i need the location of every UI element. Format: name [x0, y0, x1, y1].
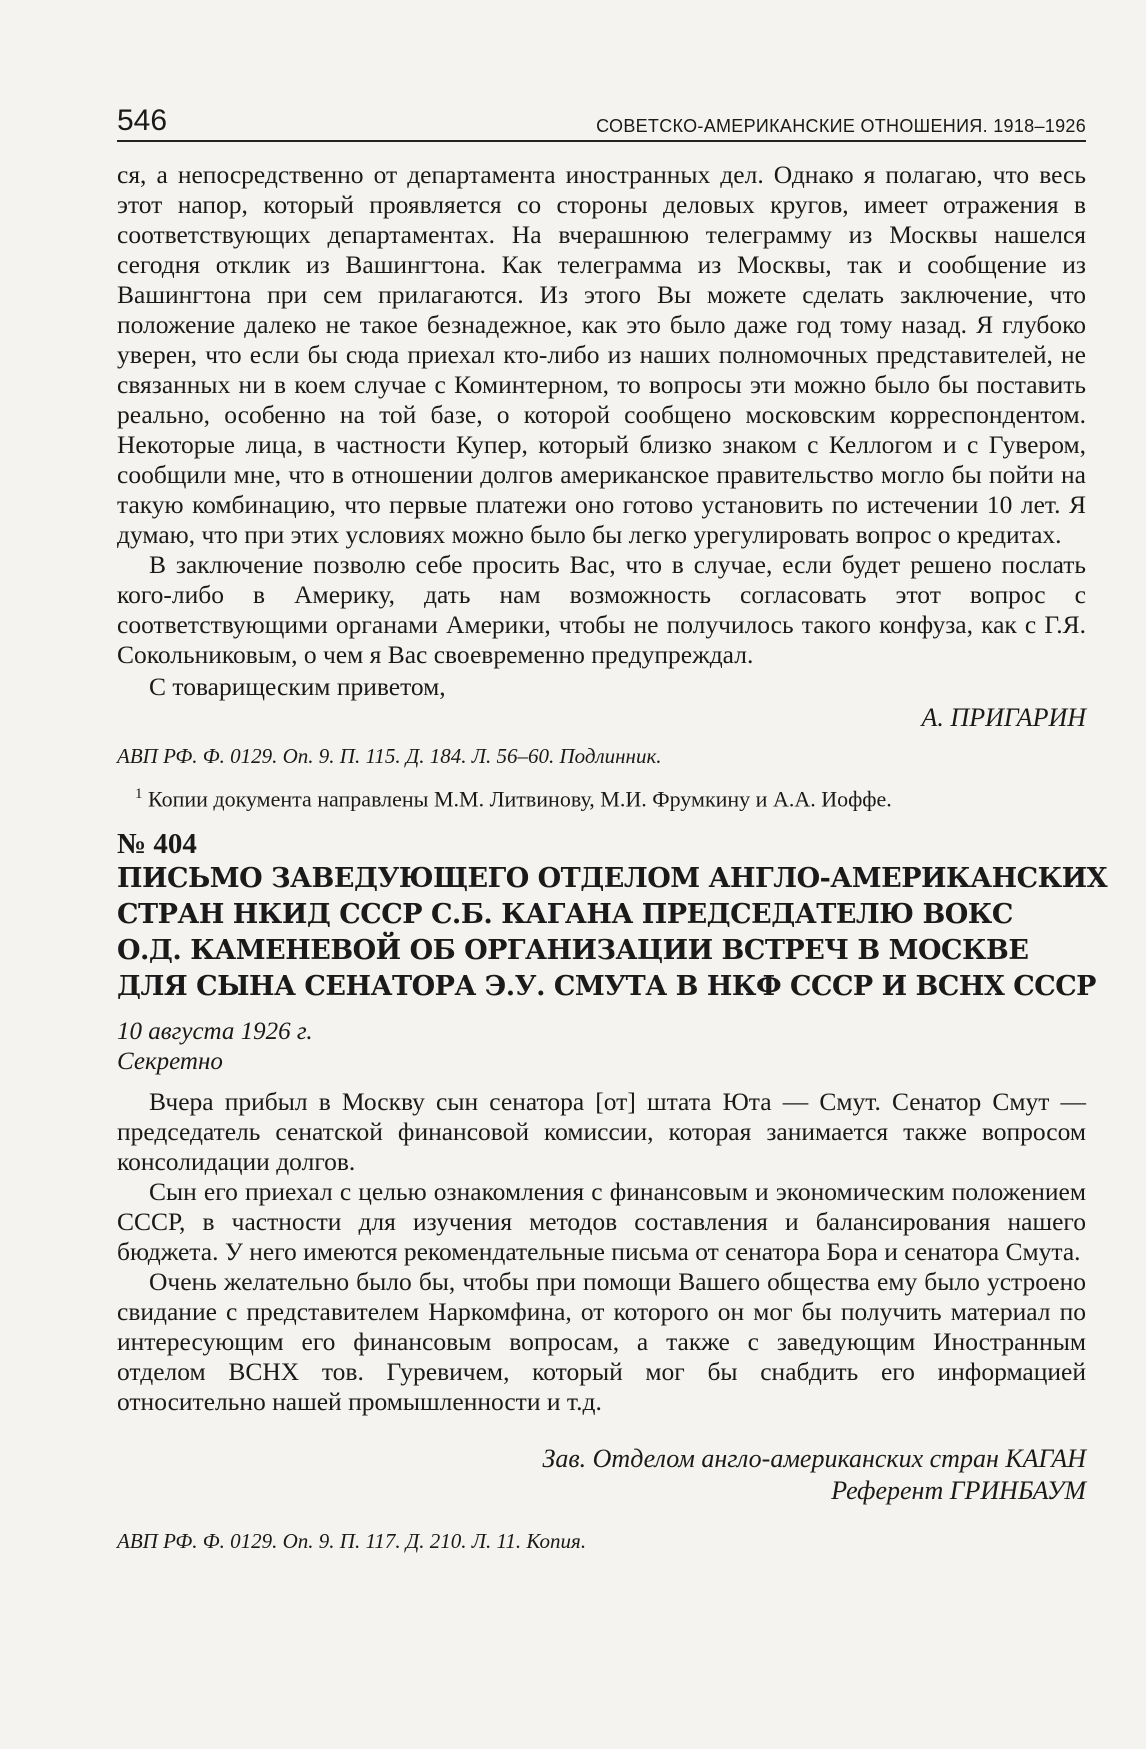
signature-referent: Референт ГРИНБАУМ — [831, 1476, 1086, 1506]
prev-doc-paragraph-2: В заключение позволю себе просить Вас, что в случае, если будет решено послать кого-либо в Америку, дать нам возможность согласовать этот вопрос с соответствующими органами Америки, чтобы не получилось такого конфуза, как с Г.Я. Сокольниковым, о чем я Вас своевременно предупреждал. — [117, 550, 1086, 669]
signature-head: Зав. Отделом англо-американских стран КАГАН — [542, 1444, 1086, 1474]
page-number: 546 — [117, 104, 168, 137]
document-number: № 404 — [117, 828, 197, 861]
document-title — [117, 861, 1108, 1005]
prev-doc-signature: А. ПРИГАРИН — [921, 703, 1086, 732]
footnote-text: Копии документа направлены М.М. Литвинову, М.И. Фрумкину и А.А. Иоффе. — [148, 786, 892, 812]
document-archive-reference: АВП РФ. Ф. 0129. Оп. 9. П. 117. Д. 210. Л. 11. Копия. — [117, 1529, 587, 1554]
document-date: 10 августа 1926 г. — [117, 1018, 313, 1046]
footnote-mark: 1 — [135, 786, 143, 802]
running-title: СОВЕТСКО-АМЕРИКАНСКИЕ ОТНОШЕНИЯ. 1918–1926 — [596, 116, 1086, 136]
prev-doc-paragraph-1: ся, а непосредственно от департамента иностранных дел. Однако я полагаю, что весь этот напор, который проявляется со стороны деловых кругов, имеет отражения в соответствующих департаментах. На вчерашнюю телеграмму из Москвы нашелся сегодня отклик из Вашингтона. Как телеграмма из Москвы, так и сообщение из Вашингтона при сем прилагаются. Из этого Вы можете сделать заключение, что положение далеко не такое безнадежное, как это было даже год тому назад. Я глубоко уверен, что если бы сюда приехал кто-либо из наших полномочных представителей, не связанных ни в коем случае с Коминтерном, то вопросы эти можно было бы поставить реально, особенно на той базе, о которой сообщено московским корреспондентом. Некоторые лица, в частности Купер, который близко знаком с Келлогом и с Гувером, сообщили мне, что в отношении долгов американское правительство могло бы пойти на такую комбинацию, что первые платежи оно готово установить по истечении 10 лет. Я думаю, что при этих условиях можно было бы легко урегулировать вопрос о кредитах. — [117, 160, 1086, 549]
running-header — [117, 98, 1086, 142]
document-body — [117, 1087, 1086, 1417]
document-signatures — [117, 1443, 1086, 1507]
document-paragraph-1: Вчера прибыл в Москву сын сенатора [от] штата Юта — Смут. Сенатор Смут — председатель сенатской финансовой комиссии, которая занимается также вопросом консолидации долгов. — [117, 1087, 1086, 1177]
closing-line: С товарищеским приветом, — [149, 672, 446, 701]
document-paragraph-2: Сын его приехал с целью ознакомления с финансовым и экономическим положением СССР, в частности для изучения методов составления и балансирования нашего бюджета. У него имеются рекомендательные письма от сенатора Бора и сенатора Смута. — [117, 1177, 1086, 1267]
page-content — [117, 98, 1108, 1555]
document-title-line: ДЛЯ СЫНА СЕНАТОРА Э.У. СМУТА В НКФ СССР И ВСНХ СССР — [117, 971, 1096, 1003]
document-paragraph-3: Очень желательно было бы, чтобы при помощи Вашего общества ему было устроено свидание с представителем Наркомфина, от которого он мог бы получить материал по интересующим его финансовым вопросам, а также с заведующим Иностранным отделом ВСНХ тов. Гуревичем, который мог бы снабдить его информацией относительно нашей промышленности и т.д. — [117, 1267, 1086, 1417]
document-title-line: ПИСЬМО ЗАВЕДУЮЩЕГО ОТДЕЛОМ АНГЛО-АМЕРИКАНСКИХ — [117, 863, 1108, 895]
footnote — [117, 780, 1086, 813]
document-title-line: СТРАН НКИД СССР С.Б. КАГАНА ПРЕДСЕДАТЕЛЮ ВОКС — [117, 899, 1013, 931]
prev-doc-archive-reference: АВП РФ. Ф. 0129. Оп. 9. П. 115. Д. 184. Л. 56–60. Подлинник. — [117, 744, 662, 768]
classification-mark: Секретно — [117, 1048, 223, 1076]
document-title-line: О.Д. КАМЕНЕВОЙ ОБ ОРГАНИЗАЦИИ ВСТРЕЧ В МОСКВЕ — [117, 935, 1029, 967]
